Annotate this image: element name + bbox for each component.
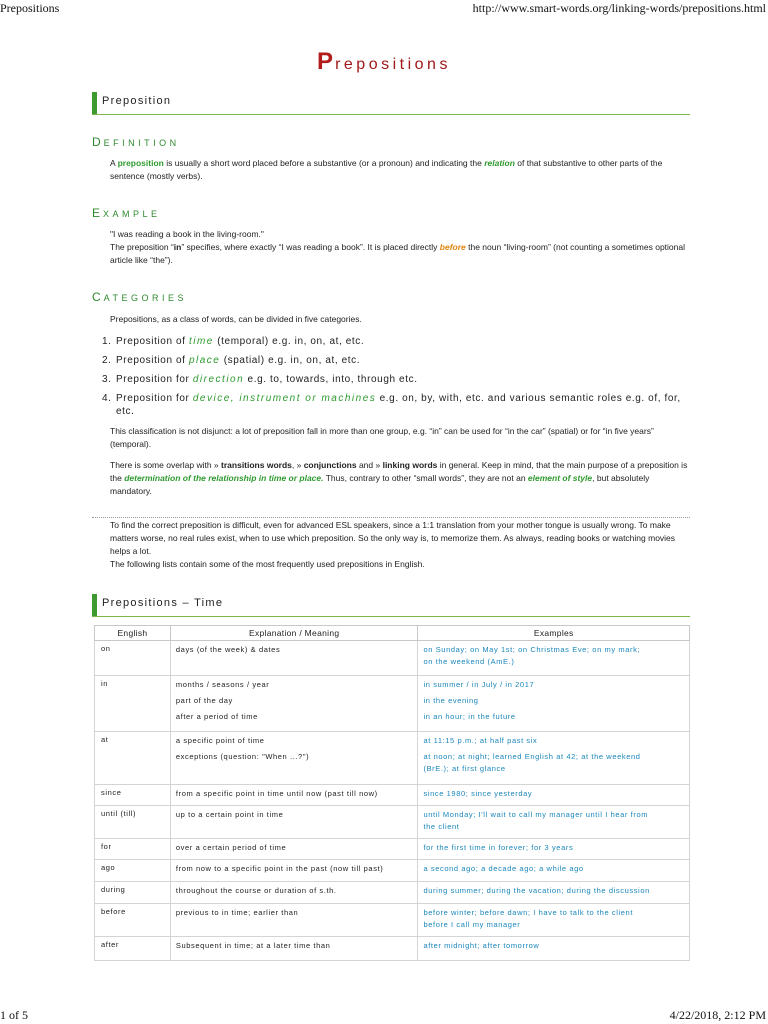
link-transition-words[interactable]: transitions words <box>221 460 292 470</box>
link-linking-words[interactable]: linking words <box>382 460 438 470</box>
cell-meaning: months / seasons / year part of the day after a period of time <box>170 676 418 732</box>
term-preposition: preposition <box>117 158 164 168</box>
overlap-text: There is some overlap with » transitions words, » conjunctions and » linking words in general. Keep in mind, that the main purpose of a preposition is the determination of the relationship in time or place. Thus, contrary to other “small words”, they are not an element of style, but absolutely mandatory. <box>110 460 688 496</box>
cell-examples: in summer / in July / in 2017 in the evening in an hour; in the future <box>418 676 690 732</box>
cell-examples: at 11:15 p.m.; at half past six at noon; at night; learned English at 42; at the weekend (BrE.); at first glance <box>418 732 690 785</box>
table-row <box>95 732 690 785</box>
section-title: Prepositions – Time <box>102 597 224 609</box>
cell-word: since <box>95 785 171 806</box>
cell-word: at <box>95 732 171 785</box>
list-item: 4. Preposition for device, instrument or machines e.g. on, by, with, etc. and various semantic roles e.g. of, for, etc. <box>102 393 681 417</box>
cell-word: in <box>95 676 171 732</box>
cell-meaning: up to a certain point in time <box>170 806 418 839</box>
term-determination: determination of the relationship in time or place. <box>124 473 324 483</box>
table-row <box>95 839 690 860</box>
advice-text: To find the correct preposition is difficult, even for advanced ESL speakers, since a 1:1 translation from your mother tongue is usually wrong. To make matters worse, no real rules exist, when to use which preposition. So the only way is, to memorize them. As always, reading books or watching movies helps a lot. The following lists contain some of the most frequently used prepositions in English. <box>110 520 676 569</box>
cell-word: on <box>95 641 171 676</box>
cell-word: until (till) <box>95 806 171 839</box>
table-row <box>95 904 690 937</box>
categories-list <box>102 335 690 424</box>
cell-meaning: Subsequent in time; at a later time than <box>170 937 418 961</box>
example-heading: EXAMPLE <box>92 206 161 220</box>
cell-meaning: days (of the week) & dates <box>170 641 418 676</box>
table-header-row <box>95 626 690 641</box>
classification-note: This classification is not disjunct: a lot of preposition fall in more than one group, e.g. “in” can be used for “in the car” (spatial) or for “in five years” (temporal). <box>110 426 654 449</box>
definition-heading: DEFINITION <box>92 135 180 149</box>
section-header-preposition <box>92 92 690 115</box>
column-header-explanation: Explanation / Meaning <box>170 626 418 641</box>
term-relation: relation <box>484 158 515 168</box>
section-accent-bar <box>92 594 97 616</box>
cell-meaning: from now to a specific point in the past (now till past) <box>170 860 418 882</box>
section-title: Preposition <box>102 95 172 107</box>
cell-meaning: a specific point of time exceptions (question: "When ...?") <box>170 732 418 785</box>
print-footer-datetime: 4/22/2018, 2:12 PM <box>669 1008 766 1022</box>
term-in: in <box>173 242 182 252</box>
cell-meaning: from a specific point in time until now (past till now) <box>170 785 418 806</box>
cell-examples: a second ago; a decade ago; a while ago <box>418 860 690 882</box>
cell-word: after <box>95 937 171 961</box>
table-row <box>95 937 690 961</box>
example-text: "I was reading a book in the living-room." The preposition “in” specifies, where exactly “I was reading a book”. It is placed directly before the noun “living-room” (not counting a sometimes optional article like “the”). <box>110 229 685 265</box>
print-header-url[interactable]: http://www.smart-words.org/linking-words/prepositions.html <box>472 1 766 15</box>
section-header-prepositions-time <box>92 594 690 617</box>
definition-text: A preposition is usually a short word placed before a substantive (or a pronoun) and indicating the relation of that substantive to other parts of the sentence (mostly verbs). <box>110 158 663 181</box>
term-element-of-style: element of style <box>527 473 593 483</box>
table-row <box>95 860 690 882</box>
link-conjunctions[interactable]: conjunctions <box>303 460 357 470</box>
term-before: before <box>439 242 466 252</box>
column-header-english: English <box>95 626 171 641</box>
categories-heading: CATEGORIES <box>92 290 188 304</box>
cell-word: before <box>95 904 171 937</box>
table-row <box>95 641 690 676</box>
cell-examples: until Monday; I'll wait to call my manager until I hear from the client <box>418 806 690 839</box>
cell-meaning: previous to in time; earlier than <box>170 904 418 937</box>
table-row <box>95 806 690 839</box>
cell-examples: after midnight; after tomorrow <box>418 937 690 961</box>
section-accent-bar <box>92 92 97 114</box>
cell-word: for <box>95 839 171 860</box>
column-header-examples: Examples <box>418 626 690 641</box>
table-row <box>95 882 690 904</box>
list-item: 3. Preposition for direction e.g. to, towards, into, through etc. <box>102 374 418 385</box>
cell-examples: for the first time in forever; for 3 years <box>418 839 690 860</box>
table-row <box>95 676 690 732</box>
cell-examples: during summer; during the vacation; during the discussion <box>418 882 690 904</box>
prepositions-time-table <box>94 625 690 961</box>
cell-meaning: throughout the course or duration of s.th. <box>170 882 418 904</box>
print-footer-page: 1 of 5 <box>0 1008 28 1022</box>
list-item: 2. Preposition of place (spatial) e.g. in, on, at, etc. <box>102 355 361 366</box>
cell-word: ago <box>95 860 171 882</box>
table-row <box>95 785 690 806</box>
list-item: 1. Preposition of time (temporal) e.g. in, on, at, etc. <box>102 336 365 347</box>
cell-examples: on Sunday; on May 1st; on Christmas Eve; on my mark; on the weekend (AmE.) <box>418 641 690 676</box>
categories-intro: Prepositions, as a class of words, can be divided in five categories. <box>110 314 362 324</box>
cell-word: during <box>95 882 171 904</box>
cell-meaning: over a certain period of time <box>170 839 418 860</box>
cell-examples: since 1980; since yesterday <box>418 785 690 806</box>
cell-examples: before winter; before dawn; I have to talk to the client before I call my manager <box>418 904 690 937</box>
page-title: Prepositions <box>317 48 451 75</box>
dotted-divider <box>92 517 690 518</box>
print-header-title: Prepositions <box>0 1 60 15</box>
